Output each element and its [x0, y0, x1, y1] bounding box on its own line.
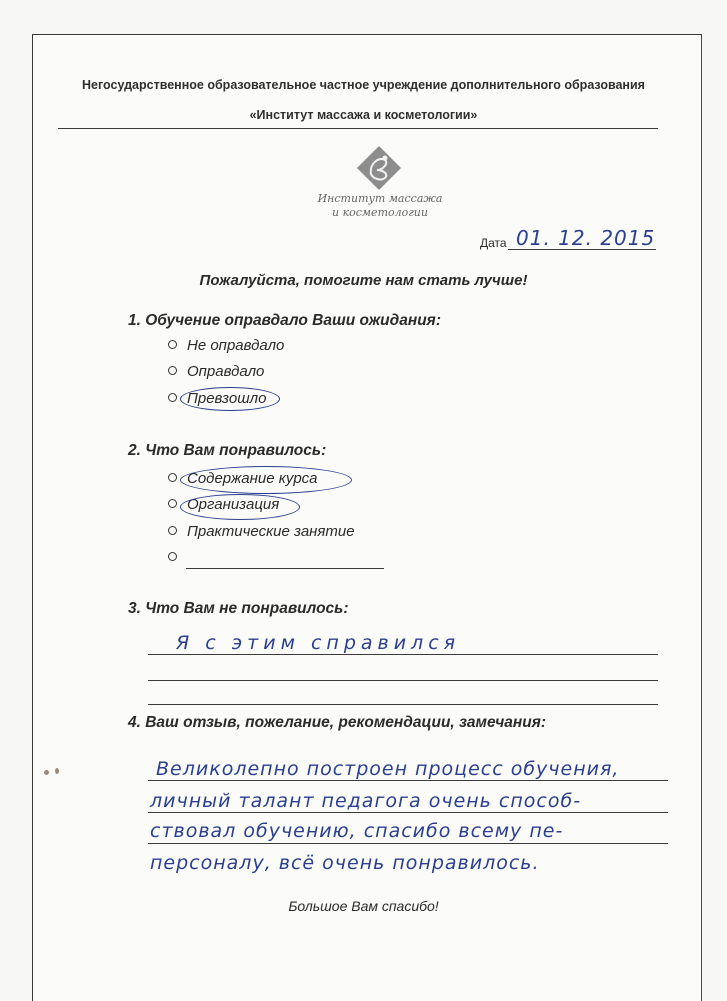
selection-circle [180, 494, 300, 520]
question-2: 2. Что Вам понравилось: [128, 442, 327, 459]
radio-bullet[interactable] [168, 366, 177, 375]
answer-line [148, 680, 658, 681]
scan-speck [55, 768, 59, 774]
form-title: Пожалуйста, помогите нам стать лучше! [199, 272, 528, 289]
logo-caption-line2: и косметологии [332, 206, 428, 219]
question-3: 3. Что Вам не понравилось: [128, 600, 349, 617]
closing-thanks: Большое Вам спасибо! [288, 898, 439, 914]
other-option-line [186, 568, 384, 569]
header-divider [58, 128, 658, 129]
option-1-2[interactable]: Оправдало [168, 363, 264, 380]
answer-line [148, 654, 658, 655]
answer-4-line-1[interactable]: Великолепно построен процесс обучения, [156, 758, 620, 780]
option-1-1[interactable]: Не оправдало [168, 337, 284, 354]
answer-line [148, 704, 658, 705]
option-2-1[interactable]: Содержание курса [168, 470, 318, 487]
date-value[interactable]: 01. 12. 2015 [516, 226, 656, 250]
option-2-2[interactable]: Организация [168, 496, 279, 513]
question-1: 1. Обучение оправдало Ваши ожидания: [128, 312, 441, 329]
checkbox-bullet[interactable] [168, 473, 177, 482]
checkbox-bullet[interactable] [168, 526, 177, 535]
radio-bullet[interactable] [168, 393, 177, 402]
answer-4-line-4[interactable]: персоналу, всё очень понравилось. [150, 852, 540, 874]
scan-speck [44, 770, 49, 775]
answer-line [148, 780, 668, 781]
logo-caption-line1: Институт массажа [317, 192, 443, 205]
checkbox-bullet[interactable] [168, 552, 177, 561]
organization-name: Негосударственное образовательное частное учреждение дополнительного образования [82, 78, 645, 92]
answer-line [148, 812, 668, 813]
answer-line [148, 843, 668, 844]
option-2-3[interactable]: Практические занятие [168, 523, 355, 540]
answer-4-line-3[interactable]: ствовал обучению, спасибо всему пе- [150, 820, 564, 842]
date-underline [508, 249, 656, 250]
institute-name: «Институт массажа и косметологии» [249, 108, 478, 122]
option-2-other[interactable] [168, 549, 187, 566]
checkbox-bullet[interactable] [168, 499, 177, 508]
institute-logo-icon [355, 144, 403, 192]
question-4: 4. Ваш отзыв, пожелание, рекомендации, замечания: [128, 714, 547, 731]
radio-bullet[interactable] [168, 340, 177, 349]
selection-circle [180, 387, 280, 411]
answer-4-line-2[interactable]: личный талант педагога очень способ- [150, 790, 582, 812]
selection-circle [180, 466, 352, 494]
option-1-3[interactable]: Превзошло [168, 390, 266, 407]
answer-3-line-1[interactable]: Я с этим справился [176, 632, 461, 654]
date-label: Дата [480, 236, 507, 250]
